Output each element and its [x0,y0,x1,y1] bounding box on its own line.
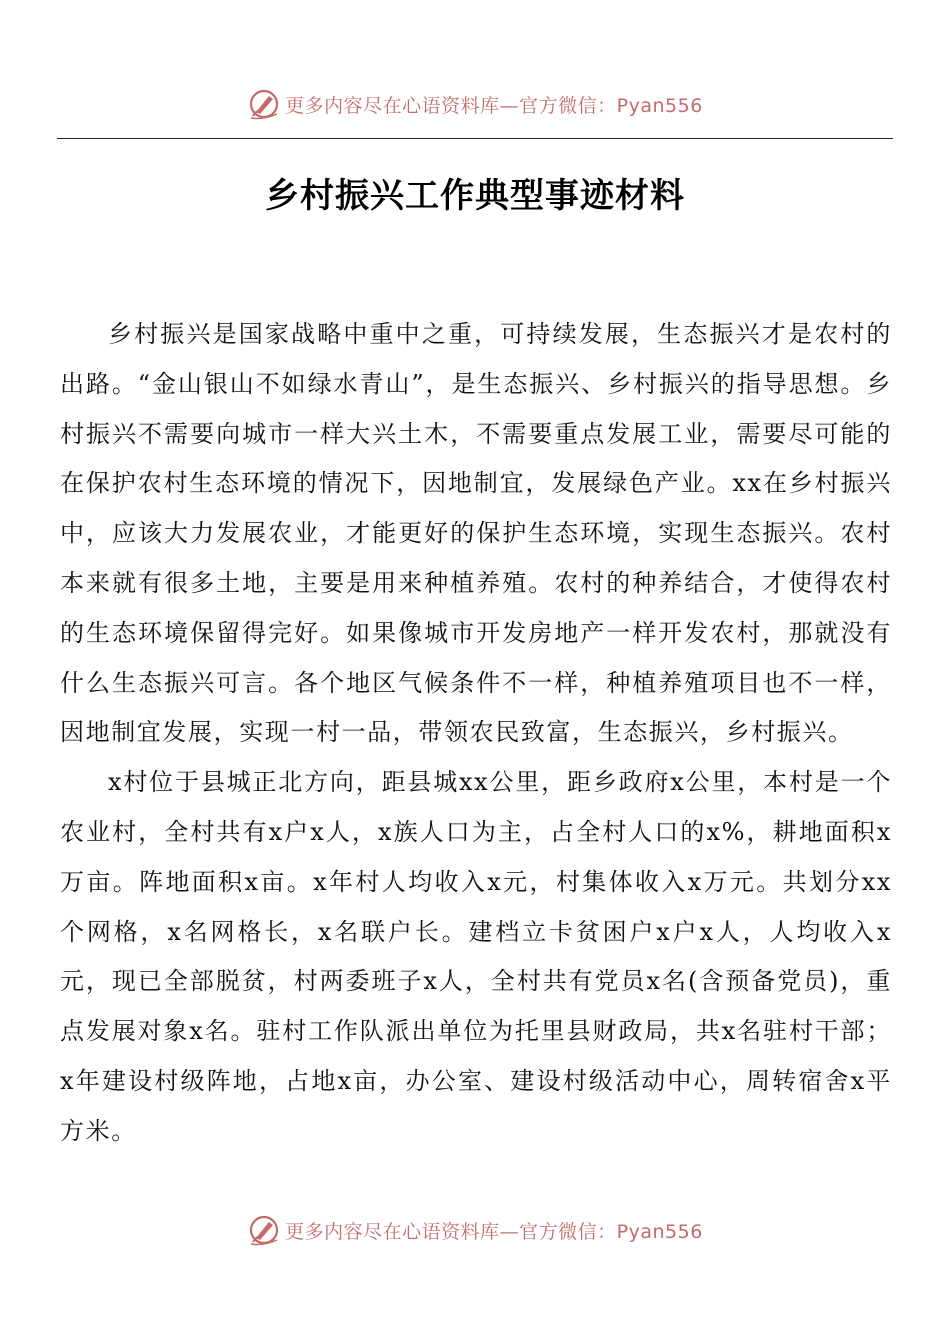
quill-pen-icon [247,1213,281,1247]
header-banner [0,84,950,124]
quill-pen-icon [247,87,281,121]
paragraph-2: x村位于县城正北方向，距县城xx公里，距乡政府x公里，本村是一个农业村，全村共有x户x人，x族人口为主，占全村人口的x%，耕地面积x万亩。阵地面积x亩。x年村人均收入x元，村集体收入x万元。共划分xx个网格，x名网格长，x名联户长。建档立卡贫困户x户x人，人均收入x元，现已全部脱贫，村两委班子x人，全村共有党员x名(含预备党员)，重点发展对象x名。驻村工作队派出单位为托里县财政局，共x名驻村干部；x年建设村级阵地，占地x亩，办公室、建设村级活动中心，周转宿舍x平方米。 [60,768,892,1145]
header-divider [57,138,893,139]
document-body [60,310,892,1157]
footer-banner [0,1210,950,1250]
header-banner-text: 更多内容尽在心语资料库—官方微信：Pyan556 [285,94,703,117]
footer-banner-text: 更多内容尽在心语资料库—官方微信：Pyan556 [285,1220,703,1243]
paragraph-1: 乡村振兴是国家战略中重中之重，可持续发展，生态振兴才是农村的出路。“金山银山不如绿水青山”，是生态振兴、乡村振兴的指导思想。乡村振兴不需要向城市一样大兴土木，不需要重点发展工业，需要尽可能的在保护农村生态环境的情况下，因地制宜，发展绿色产业。xx在乡村振兴中，应该大力发展农业，才能更好的保护生态环境，实现生态振兴。农村本来就有很多土地，主要是用来种植养殖。农村的种养结合，才使得农村的生态环境保留得完好。如果像城市开发房地产一样开发农村，那就没有什么生态振兴可言。各个地区气候条件不一样，种植养殖项目也不一样，因地制宜发展，实现一村一品，带领农民致富，生态振兴，乡村振兴。 [60,320,892,747]
document-title: 乡村振兴工作典型事迹材料 [265,176,685,216]
footer-wechat-id: Pyan556 [616,1220,703,1243]
header-wechat-id: Pyan556 [616,94,703,117]
